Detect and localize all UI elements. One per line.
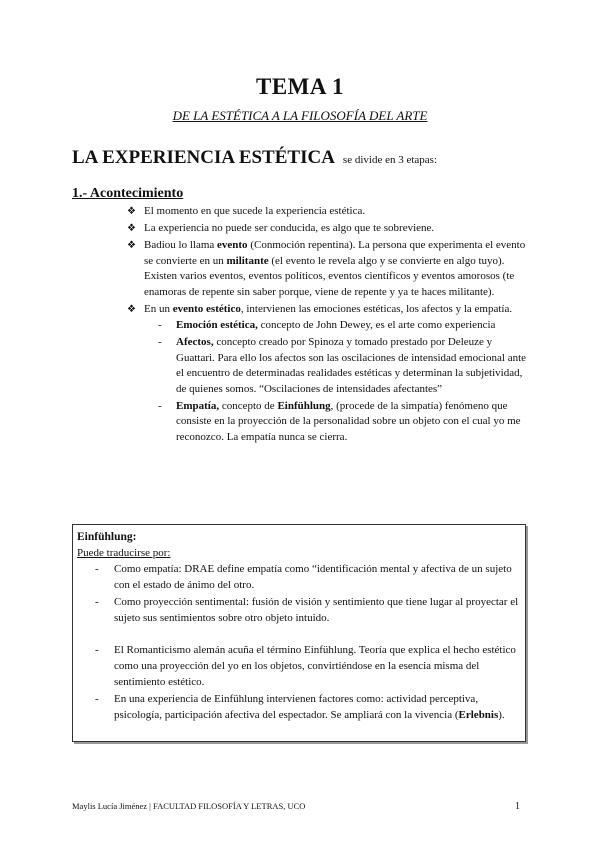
sub-list-item-text: concepto de xyxy=(219,399,278,412)
page-subtitle: DE LA ESTÉTICA A LA FILOSOFÍA DEL ARTE xyxy=(172,108,428,123)
section-heading-note: se divide en 3 etapas: xyxy=(342,154,438,166)
footer-author: Maylis Lucía Jiménez | FACULTAD FILOSOFÍA Y LETRAS, UCO xyxy=(72,801,306,811)
box-subtitle: Puede traducirse por: xyxy=(77,547,171,559)
dash-marker: - xyxy=(158,319,162,331)
diamond-bullet-icon: ❖ xyxy=(127,206,136,217)
bold-term: Empatía, xyxy=(176,399,220,412)
dash-marker: - xyxy=(95,692,99,705)
list-item-text: , intervienen las emociones estéticas, los afectos y la empatía. xyxy=(240,302,513,315)
box-list-item xyxy=(77,594,521,626)
sub-list-item xyxy=(144,318,528,334)
sub-list-item xyxy=(144,335,528,397)
dash-marker: - xyxy=(95,595,99,608)
sub-list-item xyxy=(144,399,528,446)
box-list-item-text: En una experiencia de Einfühlung intervienen factores como: actividad perceptiva, psicología, participación afectiva del espectador. Se ampliará con la vivencia ( xyxy=(114,692,479,721)
dash-marker: - xyxy=(95,644,99,656)
list-item-text: En un xyxy=(144,302,173,315)
list-item xyxy=(120,221,528,237)
list-item-text: (el evento le revela algo y se convierte en algo tuyo). Existen varios eventos, eventos políticos, eventos científicos y eventos amorosos (te enamoras de repente sin saber porque, viene de repente y ya te haces militante). xyxy=(144,254,515,298)
dash-marker: - xyxy=(158,336,162,348)
spacer xyxy=(77,626,521,642)
bold-term: Einfühlung xyxy=(277,399,331,412)
list-item xyxy=(120,302,528,446)
list-item-text: (Conmoción repentina). La persona que experimenta el evento se convierte en un xyxy=(144,239,526,267)
einfuhlung-box xyxy=(72,524,526,742)
bullet-list xyxy=(120,204,528,447)
section-heading-text: LA EXPERIENCIA ESTÉTICA xyxy=(72,147,335,168)
page-title: TEMA 1 xyxy=(256,74,344,99)
box-list xyxy=(77,642,521,723)
diamond-bullet-icon: ❖ xyxy=(127,240,136,251)
bold-term: evento estético xyxy=(172,302,241,315)
bold-term: Emoción estética, xyxy=(176,319,258,331)
section-heading xyxy=(72,147,437,169)
page-number: 1 xyxy=(515,801,520,812)
bold-term: evento xyxy=(217,239,248,251)
box-title: Einfühlung: xyxy=(77,531,137,543)
box-list-item xyxy=(77,561,521,593)
box-list-item-text: Como empatía: DRAE define empatía como “identificación mental y afectiva de un sujeto con el estado de ánimo del otro. xyxy=(114,563,512,591)
sub-list-item-text: , (procede de la simpatía) fenómeno que consiste en la proyección de la personalidad sobre un objeto con el cual yo me reconozco. La empatía nunca se cierra. xyxy=(176,399,521,443)
list-item-text: Badiou lo llama xyxy=(144,239,218,251)
bold-term: militante xyxy=(226,254,269,267)
box-list-item xyxy=(77,642,521,690)
bold-term: Afectos, xyxy=(176,336,214,348)
page-footer xyxy=(72,801,520,811)
sub-list-item-text: concepto creado por Spinoza y tomado prestado por Deleuze y Guattari. Para ello los afectos son las oscilaciones de intensidad emocional ante el encuentro de determinadas realidades estéticas y determinan la subjetividad, de quienes somos. “Oscilaciones de intensidades afectantes” xyxy=(176,336,527,395)
diamond-bullet-icon: ❖ xyxy=(127,223,136,234)
sub-list-item-text: concepto de John Dewey, es el arte como experiencia xyxy=(257,319,496,331)
box-list-item-text: Como proyección sentimental: fusión de visión y sentimiento que tiene lugar al proyectar el sujeto sus sentimientos sobre otro objeto intuido. xyxy=(114,595,519,624)
list-item-text: La experiencia no puede ser conducida, es algo que te sobreviene. xyxy=(144,222,435,234)
sub-list xyxy=(144,318,528,445)
dash-marker: - xyxy=(158,399,162,412)
bold-term: Erlebnis xyxy=(458,708,499,721)
box-list-item-text: ). xyxy=(498,708,505,721)
box-list xyxy=(77,561,521,626)
dash-marker: - xyxy=(95,563,99,575)
box-list-item-text: El Romanticismo alemán acuña el término Einfühlung. Teoría que explica el hecho estético como una proyección del yo en los objetos, convirtiéndose en la esencia misma del sentimiento estético. xyxy=(114,644,516,688)
list-item xyxy=(120,238,528,300)
diamond-bullet-icon: ❖ xyxy=(127,303,136,315)
box-list-item xyxy=(77,691,521,723)
list-item-text: El momento en que sucede la experiencia estética. xyxy=(144,205,366,217)
subsection-heading: 1.- Acontecimiento xyxy=(72,186,184,201)
list-item xyxy=(120,204,528,220)
